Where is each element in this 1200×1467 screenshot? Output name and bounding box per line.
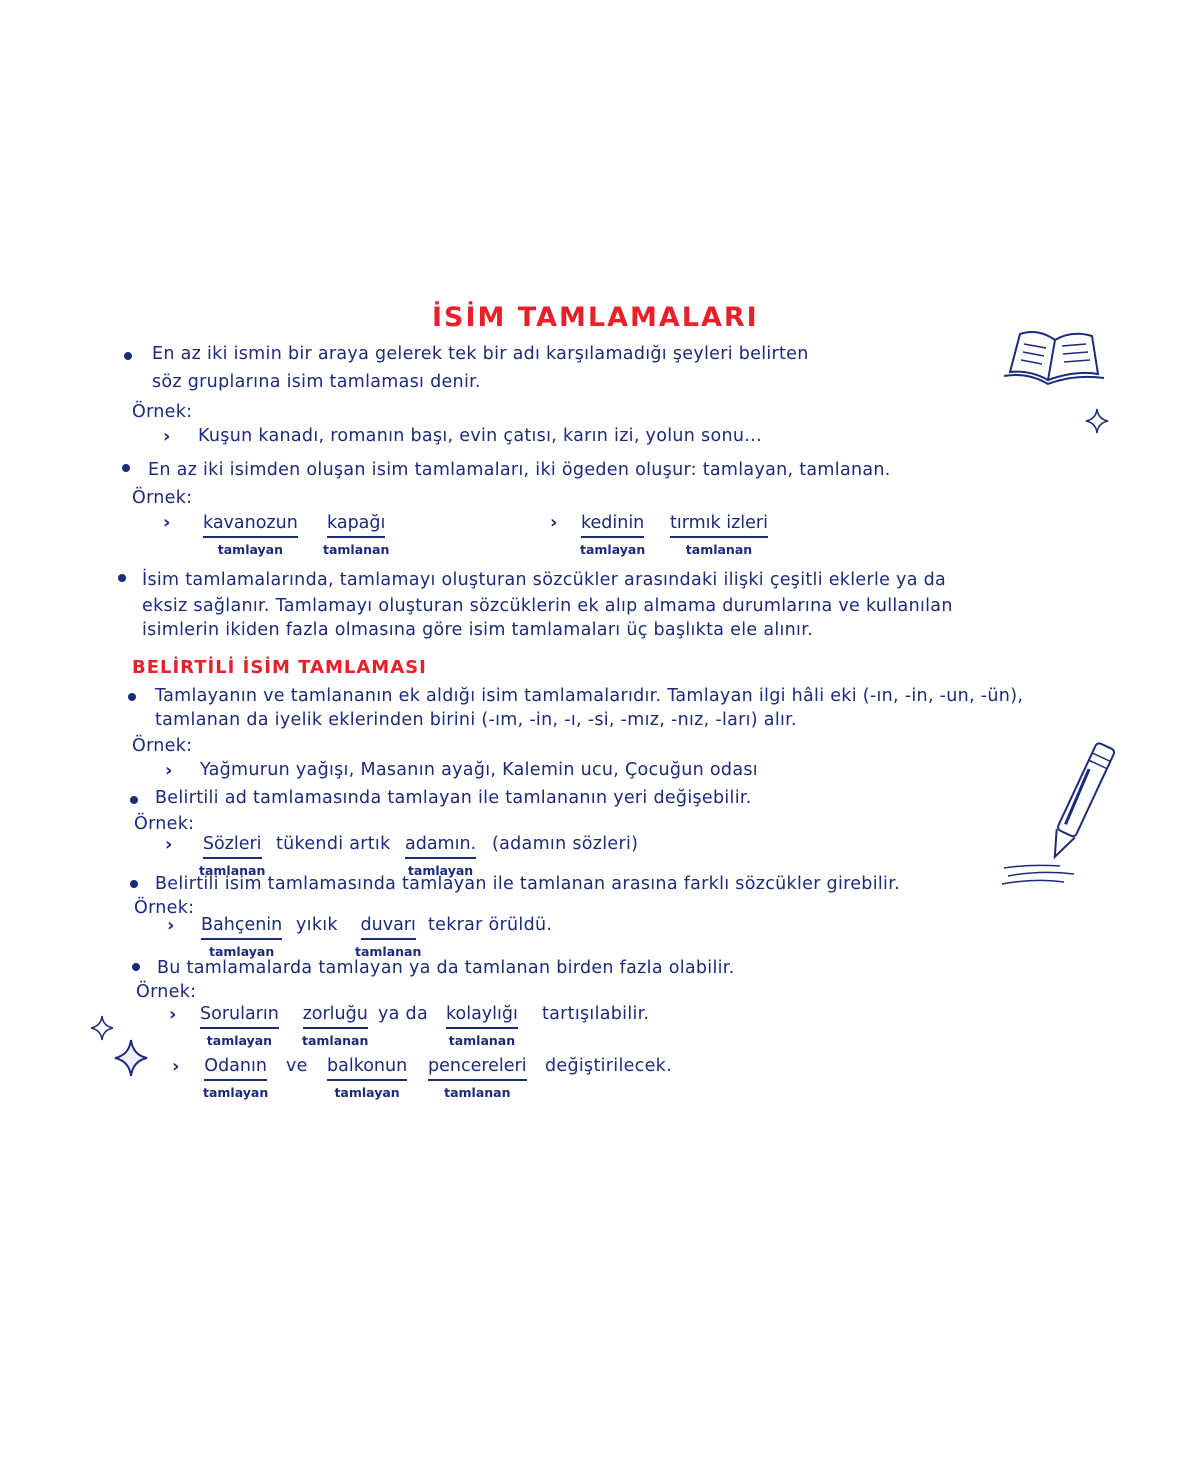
tamlayan-word: adamın. tamlayan bbox=[405, 834, 477, 878]
example-text: değiştirilecek. bbox=[545, 1056, 672, 1076]
sparkle-icon bbox=[90, 1015, 114, 1041]
example-label: Örnek: bbox=[132, 736, 193, 756]
tamlayan-word: kavanozun tamlayan bbox=[203, 513, 298, 557]
page-title: İSİM TAMLAMALARI bbox=[432, 302, 759, 333]
section-bullet-1-line-1: Tamlayanın ve tamlananın ek aldığı isim tamlamalarıdır. Tamlayan ilgi hâli eki (-ın, -in, -un, -ün), bbox=[155, 686, 1024, 706]
chevron-right-icon: › bbox=[169, 1004, 177, 1025]
example-text: yıkık bbox=[296, 915, 338, 935]
tamlanan-word: kolaylığı tamlanan bbox=[446, 1004, 518, 1048]
bullet-dot bbox=[122, 464, 130, 472]
example-text: Kuşun kanadı, romanın başı, evin çatısı, karın izi, yolun sonu... bbox=[198, 426, 762, 446]
section-bullet-2: Belirtili ad tamlamasında tamlayan ile tamlananın yeri değişebilir. bbox=[155, 788, 752, 808]
section-bullet-1-line-2: tamlanan da iyelik eklerinden birini (-ım, -in, -ı, -si, -mız, -nız, -ları) alır. bbox=[155, 710, 797, 730]
example-text: ve bbox=[286, 1056, 308, 1076]
chevron-right-icon: › bbox=[163, 512, 171, 533]
example-text: (adamın sözleri) bbox=[492, 834, 639, 854]
example-text: ya da bbox=[378, 1004, 428, 1024]
tamlanan-word: zorluğu tamlanan bbox=[302, 1004, 369, 1048]
tamlanan-word: duvarı tamlanan bbox=[355, 915, 422, 959]
intro-bullet-3-line-3: isimlerin ikiden fazla olmasına göre isim tamlamaları üç başlıkta ele alınır. bbox=[142, 620, 813, 640]
chevron-right-icon: › bbox=[172, 1056, 180, 1077]
example-label: Örnek: bbox=[134, 814, 195, 834]
tamlayan-word: Bahçenin tamlayan bbox=[201, 915, 283, 959]
chevron-right-icon: › bbox=[165, 760, 173, 781]
example-text: tükendi artık bbox=[276, 834, 391, 854]
example-label: Örnek: bbox=[134, 898, 195, 918]
bullet-dot bbox=[130, 880, 138, 888]
example-text: Yağmurun yağışı, Masanın ayağı, Kalemin ucu, Çocuğun odası bbox=[200, 760, 758, 780]
pen-icon bbox=[1000, 738, 1115, 886]
section-title: BELİRTİLİ İSİM TAMLAMASI bbox=[132, 657, 427, 678]
intro-bullet-2: En az iki isimden oluşan isim tamlamaları, iki ögeden oluşur: tamlayan, tamlanan. bbox=[148, 460, 891, 480]
bullet-dot bbox=[124, 352, 132, 360]
section-bullet-4: Bu tamlamalarda tamlayan ya da tamlanan birden fazla olabilir. bbox=[157, 958, 735, 978]
tamlayan-word: kedinin tamlayan bbox=[580, 513, 646, 557]
tamlayan-word: balkonun tamlayan bbox=[327, 1056, 408, 1100]
tamlanan-word: pencereleri tamlanan bbox=[428, 1056, 527, 1100]
example-label: Örnek: bbox=[136, 982, 197, 1002]
tamlanan-word: kapağı tamlanan bbox=[323, 513, 390, 557]
example-label: Örnek: bbox=[132, 488, 193, 508]
bullet-dot bbox=[118, 574, 126, 582]
chevron-right-icon: › bbox=[167, 915, 175, 936]
tamlanan-word: tırmık izleri tamlanan bbox=[670, 513, 768, 557]
tamlayan-word: Soruların tamlayan bbox=[200, 1004, 279, 1048]
intro-bullet-3-line-2: eksiz sağlanır. Tamlamayı oluşturan sözcüklerin ek alıp almama durumlarına ve kullanılan bbox=[142, 596, 953, 616]
example-text: tekrar örüldü. bbox=[428, 915, 553, 935]
example-label: Örnek: bbox=[132, 402, 193, 422]
bullet-dot bbox=[132, 963, 140, 971]
sparkle-icon bbox=[1085, 408, 1109, 434]
bullet-dot bbox=[128, 693, 136, 701]
chevron-right-icon: › bbox=[163, 426, 171, 447]
example-text: tartışılabilir. bbox=[542, 1004, 650, 1024]
sparkle-icon bbox=[113, 1038, 149, 1078]
tamlayan-word: Odanın tamlayan bbox=[203, 1056, 269, 1100]
tamlanan-word: Sözleri tamlanan bbox=[199, 834, 266, 878]
intro-bullet-1-line-2: söz gruplarına isim tamlaması denir. bbox=[152, 372, 481, 392]
chevron-right-icon: › bbox=[165, 834, 173, 855]
open-book-icon bbox=[1000, 322, 1110, 392]
section-bullet-3: Belirtili isim tamlamasında tamlayan ile tamlanan arasına farklı sözcükler girebilir. bbox=[155, 874, 900, 894]
bullet-dot bbox=[130, 796, 138, 804]
chevron-right-icon: › bbox=[550, 512, 558, 533]
intro-bullet-1-line-1: En az iki ismin bir araya gelerek tek bir adı karşılamadığı şeyleri belirten bbox=[152, 344, 809, 364]
intro-bullet-3-line-1: İsim tamlamalarında, tamlamayı oluşturan sözcükler arasındaki ilişki çeşitli eklerle ya da bbox=[142, 570, 947, 590]
